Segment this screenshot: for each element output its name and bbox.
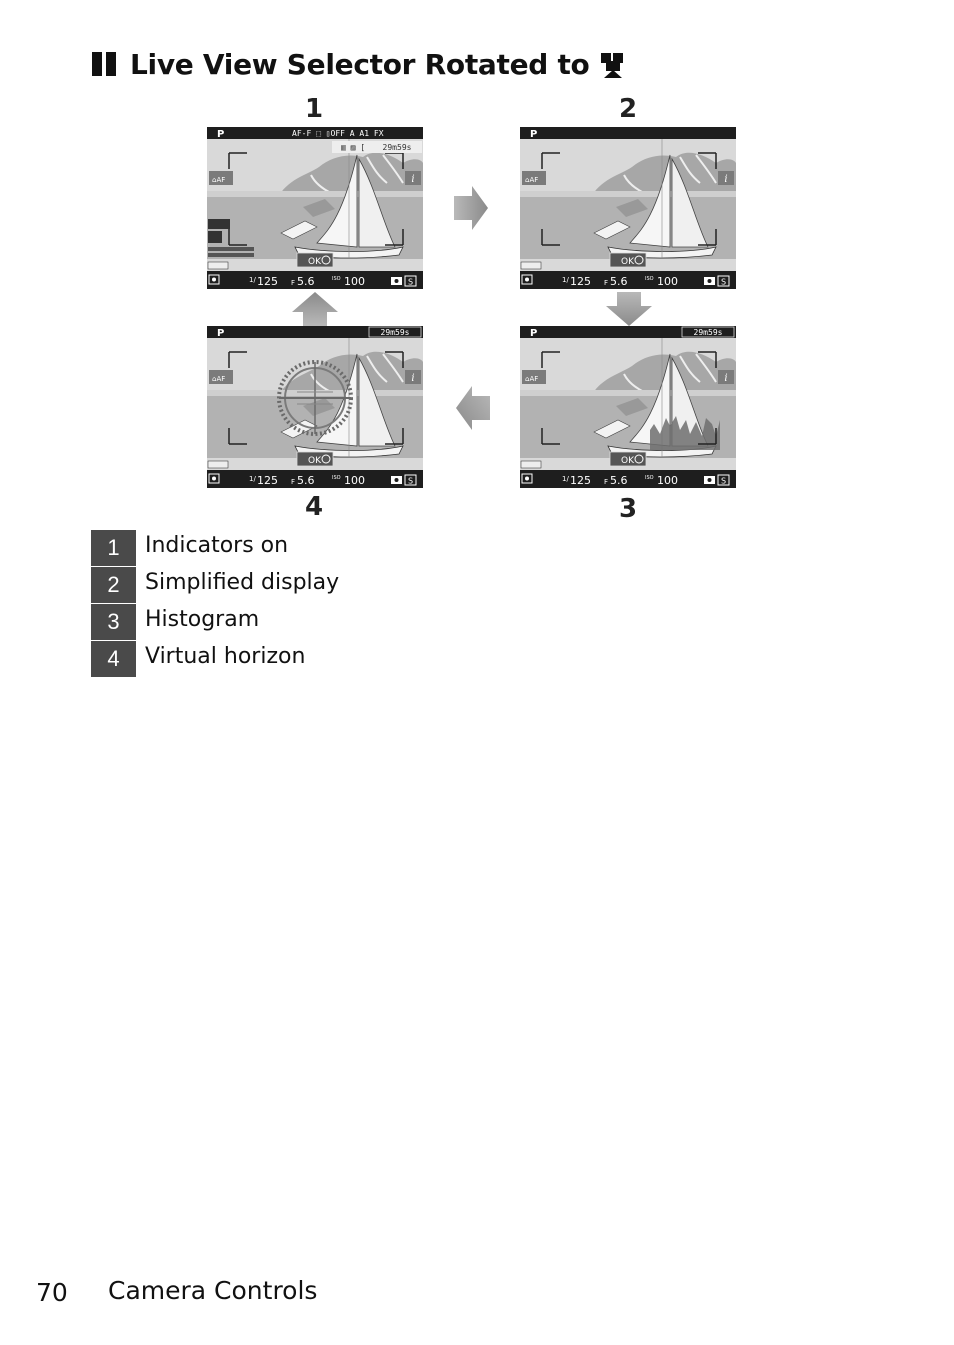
iso-label: ISO bbox=[645, 475, 654, 481]
iso-value: 100 bbox=[657, 275, 678, 288]
svg-text:⌂AF: ⌂AF bbox=[525, 176, 539, 184]
shutter-speed: 125 bbox=[570, 474, 591, 487]
svg-text:i: i bbox=[411, 174, 415, 185]
aperture: 5.6 bbox=[610, 275, 628, 288]
mode-indicator: P bbox=[217, 328, 225, 339]
svg-text:S: S bbox=[720, 476, 727, 486]
legend-label: Histogram bbox=[145, 606, 260, 632]
shutter-fraction: 1/ bbox=[562, 475, 569, 483]
legend-item bbox=[91, 604, 339, 641]
iso-label: ISO bbox=[645, 276, 654, 282]
svg-text:i: i bbox=[724, 373, 728, 384]
screen-histogram bbox=[520, 326, 736, 488]
aperture-prefix: F bbox=[604, 478, 609, 486]
legend-label: Simplified display bbox=[145, 569, 340, 595]
iso-label: ISO bbox=[332, 276, 341, 282]
legend-item bbox=[91, 641, 339, 678]
iso-label: ISO bbox=[332, 475, 341, 481]
svg-text:▥ ▨ [: ▥ ▨ [ bbox=[341, 143, 366, 152]
remaining-time: 29m59s bbox=[382, 143, 412, 152]
ok-label: OK bbox=[621, 456, 634, 466]
heading-marker-icon bbox=[92, 52, 116, 76]
page-number: 70 bbox=[36, 1278, 68, 1307]
ok-label: OK bbox=[308, 456, 321, 466]
remaining-time: 29m59s bbox=[380, 328, 410, 337]
movie-camera-icon bbox=[598, 50, 628, 78]
svg-text:i: i bbox=[724, 174, 728, 185]
svg-text:S: S bbox=[407, 277, 414, 287]
shutter-fraction: 1/ bbox=[249, 276, 256, 284]
svg-text:⌂AF: ⌂AF bbox=[525, 375, 539, 383]
shutter-speed: 125 bbox=[570, 275, 591, 288]
legend-item bbox=[91, 530, 339, 567]
screen-number-2: 2 bbox=[618, 94, 638, 124]
legend-number: 2 bbox=[91, 567, 136, 604]
aperture: 5.6 bbox=[297, 275, 315, 288]
aperture-prefix: F bbox=[291, 478, 296, 486]
mode-indicator: P bbox=[530, 129, 538, 140]
mode-indicator: P bbox=[530, 328, 538, 339]
screen-virtual-horizon bbox=[207, 326, 423, 488]
legend-item bbox=[91, 567, 339, 604]
screen-indicators-on bbox=[207, 127, 423, 289]
aperture-prefix: F bbox=[291, 279, 296, 287]
aperture: 5.6 bbox=[610, 474, 628, 487]
screen-number-3: 3 bbox=[618, 494, 638, 524]
svg-text:S: S bbox=[720, 277, 727, 287]
ok-label: OK bbox=[308, 257, 321, 267]
screen-number-1: 1 bbox=[304, 94, 324, 124]
arrow-right-icon bbox=[454, 186, 490, 230]
section-heading bbox=[92, 44, 628, 84]
iso-value: 100 bbox=[344, 275, 365, 288]
arrow-up-icon bbox=[292, 292, 338, 326]
iso-value: 100 bbox=[344, 474, 365, 487]
legend-label: Virtual horizon bbox=[145, 643, 306, 669]
svg-text:⌂AF: ⌂AF bbox=[212, 375, 226, 383]
svg-text:i: i bbox=[411, 373, 415, 384]
aperture: 5.6 bbox=[297, 474, 315, 487]
ok-label: OK bbox=[621, 257, 634, 267]
legend-number: 3 bbox=[91, 604, 136, 641]
legend-number: 1 bbox=[91, 530, 136, 567]
heading-title: Live View Selector Rotated to bbox=[130, 47, 590, 81]
shutter-speed: 125 bbox=[257, 474, 278, 487]
screen-simplified-display bbox=[520, 127, 736, 289]
top-info: AF-F ⬚ ▯OFF A A1 FX bbox=[292, 129, 384, 138]
shutter-fraction: 1/ bbox=[562, 276, 569, 284]
arrow-down-icon bbox=[606, 292, 652, 326]
svg-text:⌂AF: ⌂AF bbox=[212, 176, 226, 184]
shutter-fraction: 1/ bbox=[249, 475, 256, 483]
iso-value: 100 bbox=[657, 474, 678, 487]
arrow-left-icon bbox=[454, 386, 490, 430]
mode-indicator: P bbox=[217, 129, 225, 140]
section-name: Camera Controls bbox=[108, 1276, 318, 1305]
aperture-prefix: F bbox=[604, 279, 609, 287]
svg-text:S: S bbox=[407, 476, 414, 486]
legend-label: Indicators on bbox=[145, 532, 289, 558]
legend bbox=[91, 530, 339, 678]
remaining-time: 29m59s bbox=[693, 328, 723, 337]
screen-number-4: 4 bbox=[304, 492, 324, 522]
legend-number: 4 bbox=[91, 641, 136, 678]
shutter-speed: 125 bbox=[257, 275, 278, 288]
